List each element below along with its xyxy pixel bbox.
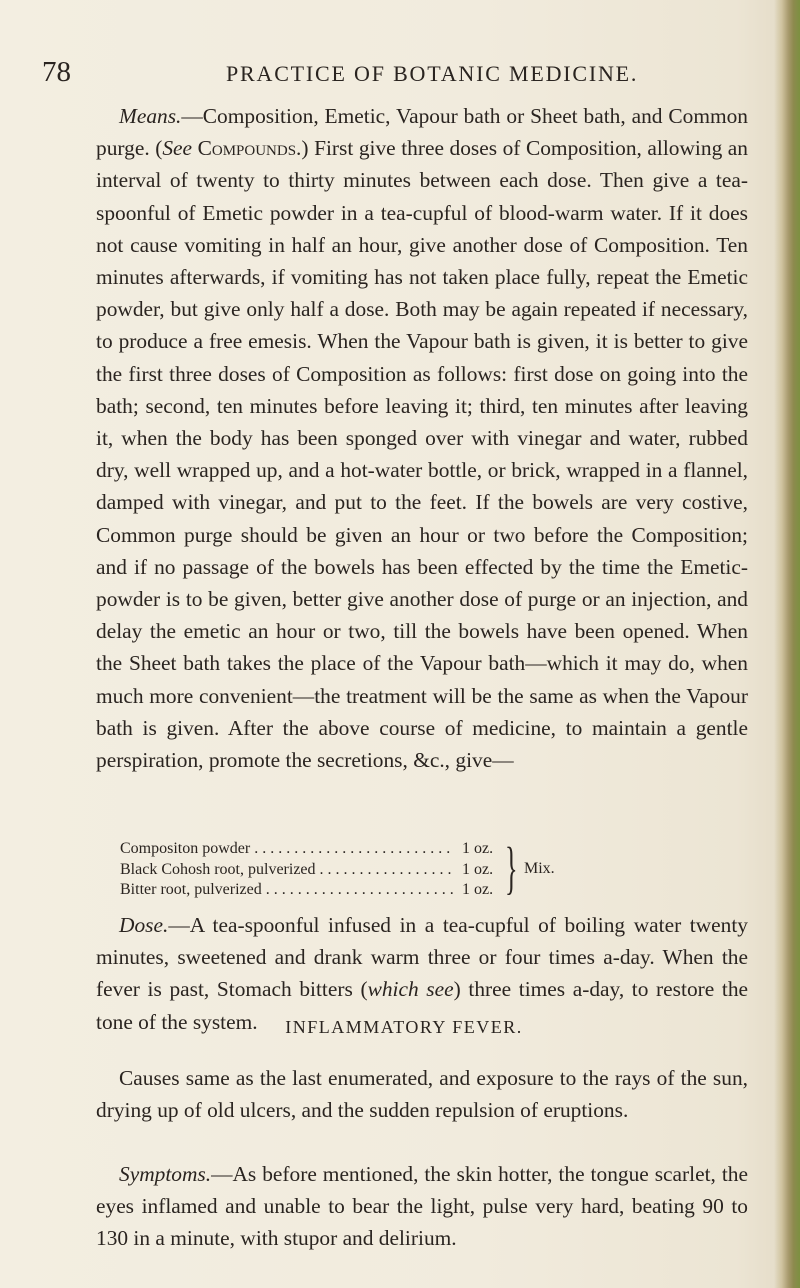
recipe-table: [120, 835, 620, 901]
page-edge-shadow: [774, 0, 800, 1288]
recipe-item-name: Compositon powder . . .: [120, 839, 455, 860]
recipe-item-qty: 1 oz.: [462, 840, 494, 857]
recipe-item-name: Black Cohosh root, pulverized . . .: [120, 860, 455, 881]
dose-text-1: —A tea-spoonful infused in a tea-cupful of boiling water twenty minutes, sweetened and drank warm three or four times a-day. When the fever is past, Stomach bitters (: [96, 913, 748, 1002]
which-see: which see: [367, 977, 454, 1002]
symptoms-paragraph: [96, 1158, 748, 1255]
recipe-item-qty: 1 oz.: [462, 860, 494, 878]
dose-label: Dose.: [119, 913, 169, 937]
compounds-xref: Compounds: [197, 136, 297, 161]
recipe-mix-label: Mix.: [524, 860, 555, 877]
see-word: See: [162, 136, 193, 161]
recipe-brace-icon: }: [505, 835, 518, 900]
recipe-item-qty: 1 oz.: [462, 881, 494, 898]
symptoms-text: —As before mentioned, the skin hotter, the tongue scarlet, the eyes inflamed and unable to bear the light, pulse very hard, beating 90 to 130 in a minute, with stupor and delirium.: [96, 1162, 748, 1251]
page-number: 78: [42, 56, 71, 88]
causes-paragraph: Causes same as the last enumerated, and exposure to the rays of the sun, drying up of old ulcers, and the sudden repulsion of eruptions.: [96, 1066, 748, 1123]
recipe-item-name: Bitter root, pulverized . . .: [120, 880, 455, 901]
means-paragraph: [96, 100, 748, 776]
means-text-2: .) First give three doses of Composition, allowing an interval of twenty to thirty minutes between each dose. Then give a tea-spoonful of Emetic powder in a tea-cupful of blood-warm water. If it does not cause vomiting in half an hour, give another dose of Composition. Ten minutes afterwards, if vomiting has not taken place fully, repeat the Emetic powder, but give only half a dose. Both may be again repeated if necessary, to produce a free emesis. When the Vapour bath is given, it is better to give the first three doses of Composition as follows: first dose on going into the bath; second, ten minutes before leaving it; third, ten minutes after leaving it, when the body has been sponged over with vinegar and water, rubbed dry, well wrapped up, and a hot-water bottle, or brick, wrapped in a flannel, damped with vinegar, and put to the feet. If the bowels are very costive, Common purge should be given an hour or two before the Composition; and if no passage of the bowels has been effected by the time the Emetic-powder is to be given, better give another dose of purge or an injection, and delay the emetic an hour or two, till the bowels have been opened. When the Sheet bath takes the place of the Vapour bath—which it may do, when much more convenient—the treatment will be the same as when the Vapour bath is given. After the above course of medicine, to maintain a gentle perspiration, promote the secretions, &c., give—: [96, 136, 749, 773]
means-text-1: —Composition, Emetic, Vapour bath or Sheet bath, and Common purge. (: [96, 104, 748, 161]
running-head: PRACTICE OF BOTANIC MEDICINE.: [226, 61, 639, 86]
page-header: [42, 54, 742, 90]
recipe-row: [120, 839, 620, 860]
symptoms-label: Symptoms.: [119, 1162, 212, 1186]
recipe-row: [120, 880, 620, 901]
means-label: Means.: [119, 104, 182, 128]
dose-text-2: ) three times a-day, to restore the tone of the system.: [96, 977, 749, 1034]
section-heading: INFLAMMATORY FEVER.: [285, 1017, 523, 1037]
